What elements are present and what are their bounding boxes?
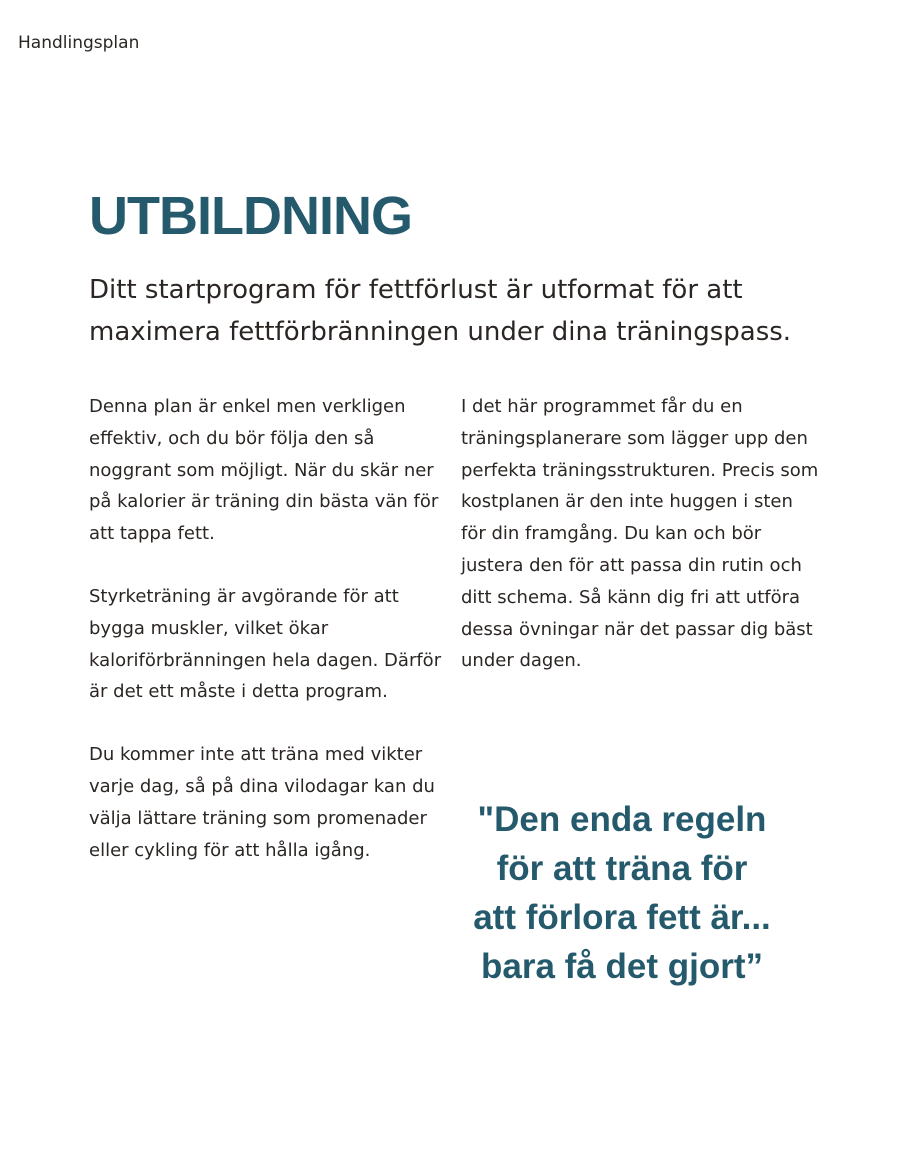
intro-text: Ditt startprogram för fettförlust är utformat för att maximera fettförbränningen under dina träningspass. [89, 275, 792, 347]
quote-line-2: för att träna för [496, 849, 748, 888]
left-paragraph-3: Du kommer inte att träna med vikter varje dag, så på dina vilodagar kan du välja lättare träning som promenader eller cykling för att hålla igång. [89, 744, 435, 861]
left-paragraph-2: Styrketräning är avgörande för att bygga muskler, vilket ökar kaloriförbränningen hela dagen. Därför är det ett måste i detta program. [89, 585, 442, 703]
quote-line-1: "Den enda regeln [477, 800, 767, 839]
left-text-column [89, 391, 449, 866]
page-title: UTBILDNING [89, 186, 412, 246]
pull-quote [432, 795, 812, 991]
quote-line-4: bara få det gjort” [481, 947, 763, 986]
right-paragraph: I det här programmet får du en träningsplanerare som lägger upp den perfekta träningsstrukturen. Precis som kostplanen är den inte huggen i sten för din framgång. Du kan och bör justera den för att passa din rutin och ditt schema. Så känn dig fri att utföra dessa övningar när det passar dig bäst under dagen. [461, 396, 819, 672]
quote-line-3: att förlora fett är... [473, 898, 771, 937]
document-header-label: Handlingsplan [18, 33, 140, 53]
left-paragraph-1: Denna plan är enkel men verkligen effektiv, och du bör följa den så noggrant som möjligt. När du skär ner på kalorier är träning din bästa vän för att tappa fett. [89, 396, 439, 545]
right-text-column [461, 391, 821, 677]
